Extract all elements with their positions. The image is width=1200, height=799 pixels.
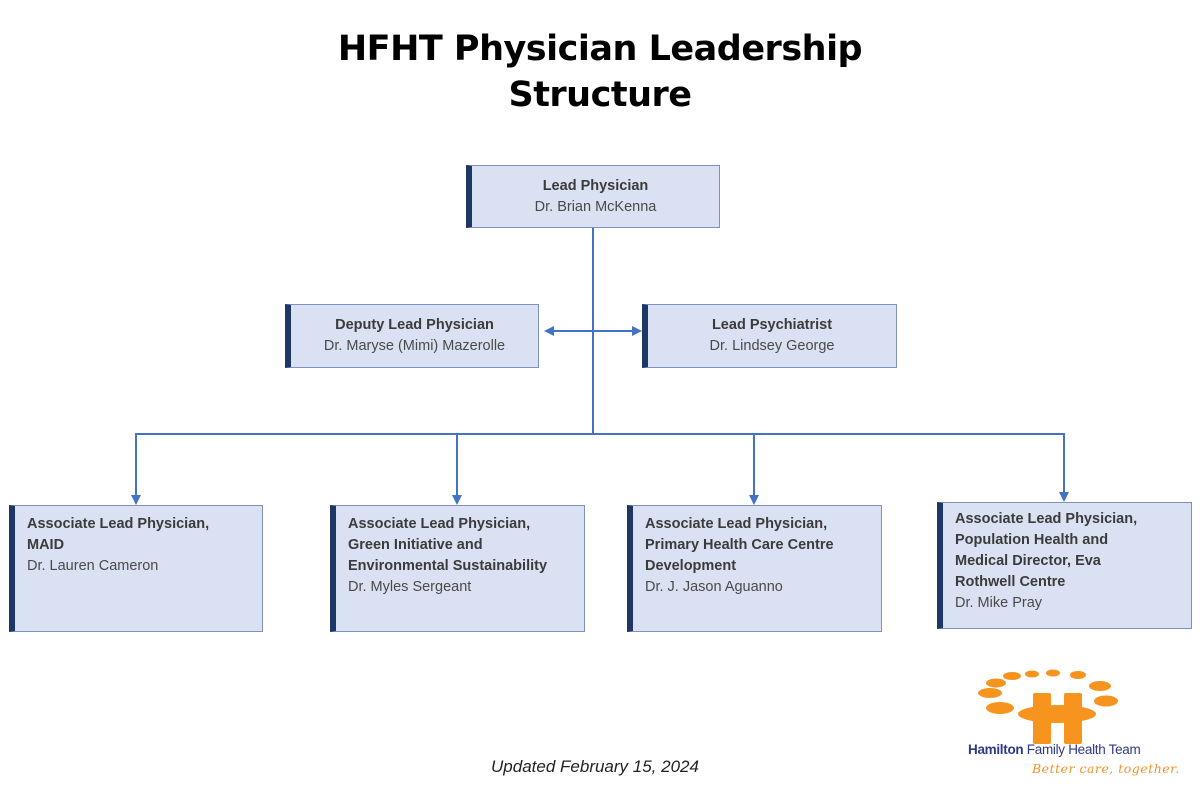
- node-role: Deputy Lead Physician: [335, 317, 494, 333]
- node-person: Dr. Brian McKenna: [534, 198, 657, 215]
- node-role-line: Rothwell Centre: [955, 574, 1066, 590]
- node-associate-population-health: [937, 502, 1192, 629]
- node-role-line: Associate Lead Physician,: [645, 516, 828, 532]
- node-lead-psychiatrist: [642, 304, 897, 368]
- logo-name-bold: Hamilton: [968, 742, 1024, 757]
- node-role-line: Associate Lead Physician,: [348, 516, 531, 532]
- logo-tagline: Better care, together.: [1032, 761, 1180, 776]
- node-associate-maid: [9, 505, 263, 632]
- node-person: Dr. J. Jason Aguanno: [645, 579, 783, 595]
- node-role-line: Development: [645, 558, 737, 574]
- updated-date: Updated February 15, 2024: [491, 757, 699, 776]
- node-role-line: Associate Lead Physician,: [955, 511, 1138, 527]
- node-role: Lead Psychiatrist: [711, 317, 833, 333]
- node-deputy-lead-physician: [285, 304, 539, 368]
- node-person: Dr. Maryse (Mimi) Mazerolle: [323, 338, 506, 354]
- node-role-line: Medical Director, Eva: [955, 553, 1101, 569]
- node-role-line: Environmental Sustainability: [348, 558, 548, 574]
- node-person: Dr. Lindsey George: [709, 338, 835, 354]
- title-line-1: HFHT Physician Leadership: [337, 29, 863, 69]
- node-role-line: Primary Health Care Centre: [645, 537, 834, 553]
- logo-organization-name: [968, 742, 1140, 757]
- node-role-line: Associate Lead Physician,: [27, 516, 210, 532]
- title-line-2: Structure: [508, 75, 692, 115]
- node-person: Dr. Lauren Cameron: [27, 558, 159, 574]
- node-role-line: Green Initiative and: [348, 537, 483, 553]
- node-person: Dr. Myles Sergeant: [348, 579, 472, 595]
- node-associate-primary-health-care: [627, 505, 882, 632]
- node-role: Lead Physician: [542, 177, 649, 194]
- logo-name-rest: Family Health Team: [1023, 742, 1141, 757]
- node-person: Dr. Mike Pray: [955, 595, 1043, 611]
- node-role-line: MAID: [27, 537, 65, 553]
- node-lead-physician: [466, 165, 720, 228]
- node-associate-green-initiative: [330, 505, 585, 632]
- node-role-line: Population Health and: [955, 532, 1109, 548]
